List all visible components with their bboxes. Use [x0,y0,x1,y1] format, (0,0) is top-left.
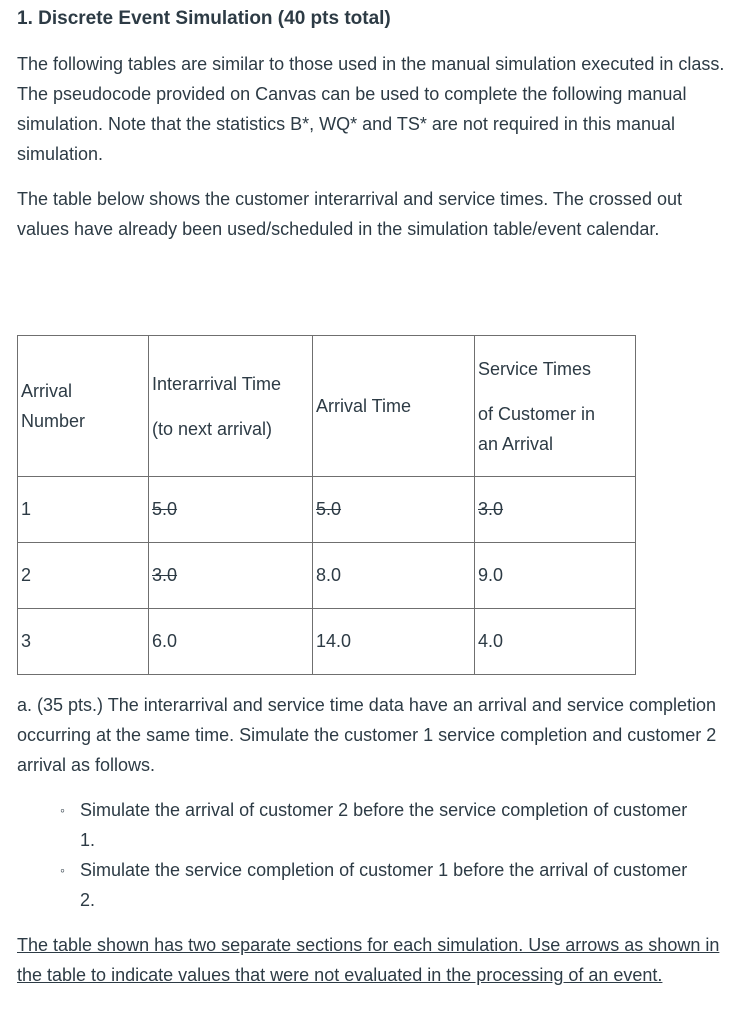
simulation-options-list [60,795,700,915]
table-intro-paragraph: The table below shows the customer interarrival and service times. The crossed out values have already been used/scheduled in the simulation table/event calendar. [17,189,682,239]
struck-value: 5.0 [316,499,342,519]
table-row [18,543,636,609]
list-item-text: Simulate the service completion of customer 1 before the arrival of customer 2. [80,860,688,910]
list-item-text: Simulate the arrival of customer 2 before the service completion of customer 1. [80,800,688,850]
header-line: (to next arrival) [152,418,273,439]
header-arrival-time [313,336,475,477]
cell-interarrival [149,477,313,543]
list-item [60,855,700,915]
struck-value: 3.0 [478,499,504,519]
header-arrival-number [18,336,149,477]
cell-service-time [475,477,636,543]
header-service-times [475,336,636,477]
table-row [18,609,636,675]
header-interarrival-time [149,336,313,477]
header-line: an Arrival [478,433,554,454]
header-line: Arrival Time [316,396,412,416]
cell-service-time: 9.0 [475,543,636,609]
page-title: 1. Discrete Event Simulation (40 pts total) [17,8,391,29]
cell-arrival-number: 3 [18,609,149,675]
cell-arrival-number: 2 [18,543,149,609]
cell-interarrival [149,543,313,609]
cell-service-time: 4.0 [475,609,636,675]
underlined-instruction: The table shown has two separate sections for each simulation. Use arrows as shown in the table to indicate values that were not evaluated in the processing of an event. [17,935,720,985]
bullet-icon: ◦ [60,862,65,878]
header-line: Arrival [21,381,73,401]
struck-value: 3.0 [152,565,178,585]
struck-value: 5.0 [152,499,178,519]
intro-paragraph: The following tables are similar to those used in the manual simulation executed in class. The pseudocode provided on Canvas can be used to complete the following manual simulation. Note that the statistics B*, WQ* and TS* are not required in this manual simulation. [17,54,725,164]
header-line: of Customer in [478,403,596,424]
arrival-service-table [17,335,636,675]
cell-arrival-time [313,477,475,543]
cell-arrival-time: 8.0 [313,543,475,609]
table-header-row [18,336,636,477]
header-line: Interarrival Time [152,373,282,394]
header-line: Number [21,411,86,431]
list-item [60,795,700,855]
table-row [18,477,636,543]
part-a-paragraph: a. (35 pts.) The interarrival and service time data have an arrival and service completion occurring at the same time. Simulate the customer 1 service completion and customer 2 arrival as follows. [17,695,717,775]
cell-arrival-time: 14.0 [313,609,475,675]
bullet-icon: ◦ [60,802,65,818]
cell-interarrival: 6.0 [149,609,313,675]
header-line: Service Times [478,358,592,379]
cell-arrival-number: 1 [18,477,149,543]
